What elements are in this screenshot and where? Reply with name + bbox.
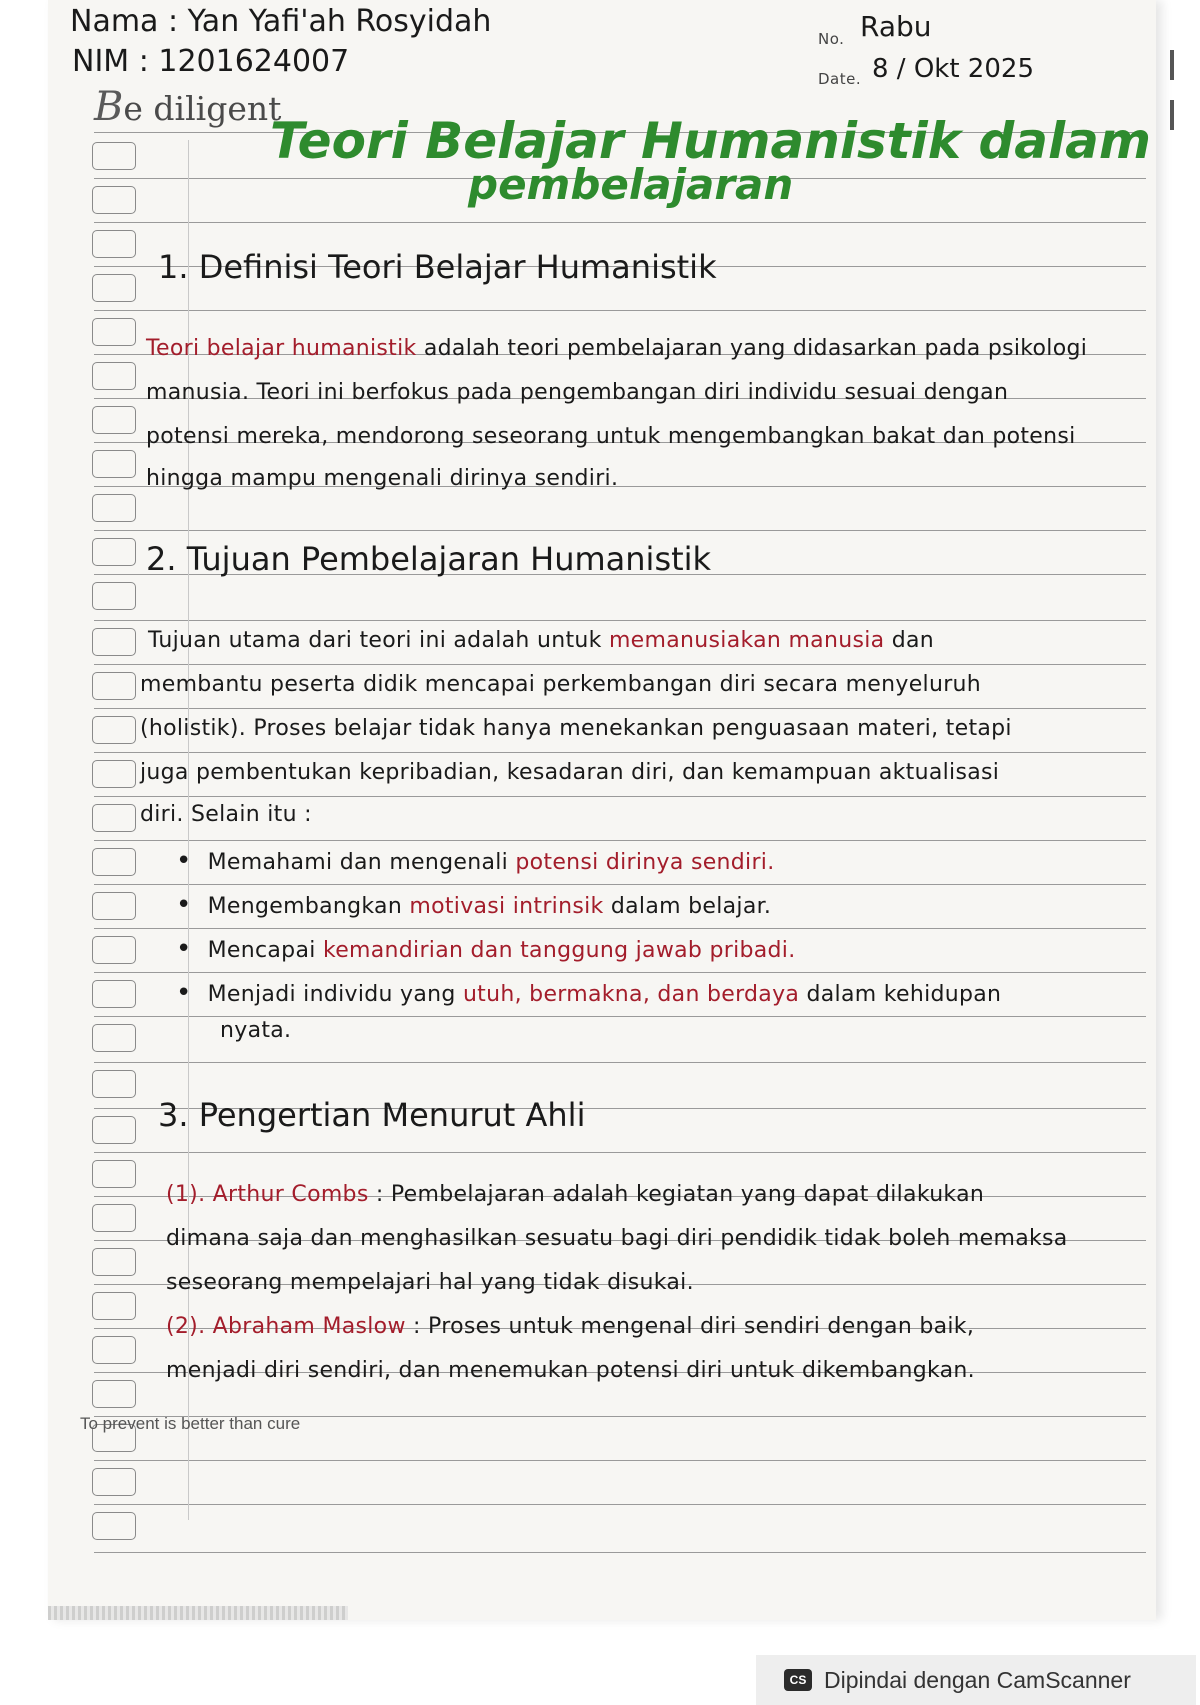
checkbox	[92, 406, 136, 434]
expert-name: Abraham Maslow	[212, 1314, 406, 1339]
checkbox	[92, 186, 136, 214]
expert-number: (2).	[166, 1314, 213, 1339]
checkbox	[92, 672, 136, 700]
checkbox	[92, 628, 136, 656]
s2-line: membantu peserta didik mencapai perkembangan diri secara menyeluruh	[140, 672, 982, 697]
s2-bullet	[176, 890, 771, 920]
s2-line: (holistik). Proses belajar tidak hanya menekankan penguasaan materi, tetapi	[140, 716, 1012, 741]
day-value: Rabu	[860, 10, 932, 43]
checkbox	[92, 318, 136, 346]
s1-line: manusia. Teori ini berfokus pada pengembangan diri individu sesuai dengan	[146, 380, 1009, 405]
s1-line-text: adalah teori pembelajaran yang didasarkan pada psikologi	[416, 336, 1088, 361]
checkbox	[92, 1292, 136, 1320]
s2-bullet	[176, 934, 796, 964]
s3-line-text: : Proses untuk mengenal diri sendiri dengan baik,	[405, 1314, 975, 1339]
page-edge-texture	[48, 1606, 348, 1620]
s2-bullet-continuation: nyata.	[220, 1018, 292, 1043]
brand-initial: B	[94, 84, 124, 130]
checkbox	[92, 716, 136, 744]
bullet-text: dalam belajar.	[603, 894, 772, 919]
checkbox	[92, 936, 136, 964]
date-label: Date.	[818, 70, 862, 88]
checkbox	[92, 142, 136, 170]
ruled-line	[94, 1504, 1146, 1505]
page-title: Teori Belajar Humanistik dalam	[270, 112, 1151, 170]
camscanner-logo-icon: CS	[784, 1669, 812, 1691]
checkbox	[92, 1160, 136, 1188]
adjacent-page-edge	[1170, 40, 1174, 130]
bullet-text: Mencapai	[207, 938, 323, 963]
ruled-line	[94, 752, 1146, 753]
expert-number: (1).	[166, 1182, 213, 1207]
student-nim: NIM : 1201624007	[72, 44, 350, 79]
s3-line	[166, 1314, 974, 1339]
s2-line-text: dan	[884, 628, 934, 653]
ruled-line	[94, 530, 1146, 531]
ruled-line	[94, 1016, 1146, 1017]
s1-line: hingga mampu mengenali dirinya sendiri.	[146, 466, 619, 491]
checkbox	[92, 450, 136, 478]
camscanner-text: Dipindai dengan CamScanner	[824, 1666, 1131, 1693]
ruled-line	[94, 928, 1146, 929]
checkbox	[92, 362, 136, 390]
s3-line: dimana saja dan menghasilkan sesuatu bagi diri pendidik tidak boleh memaksa	[166, 1226, 1068, 1251]
brand-text: e diligent	[123, 89, 282, 128]
s3-line-text: : Pembelajaran adalah kegiatan yang dapat dilakukan	[368, 1182, 985, 1207]
notebook-page	[48, 0, 1156, 1620]
bullet-text: Mengembangkan	[207, 894, 410, 919]
checkbox	[92, 582, 136, 610]
checkbox	[92, 892, 136, 920]
checkbox	[92, 494, 136, 522]
checkbox	[92, 1248, 136, 1276]
ruled-line	[94, 1152, 1146, 1153]
s1-line: potensi mereka, mendorong seseorang untuk mengembangkan bakat dan potensi	[146, 424, 1076, 449]
checkbox	[92, 274, 136, 302]
bullet-highlight: potensi dirinya sendiri.	[515, 850, 775, 875]
checkbox	[92, 1204, 136, 1232]
student-name: Nama : Yan Yafi'ah Rosyidah	[70, 4, 492, 39]
date-value: 8 / Okt 2025	[872, 54, 1034, 84]
checkbox	[92, 848, 136, 876]
ruled-line	[94, 972, 1146, 973]
ruled-line	[94, 664, 1146, 665]
checkbox	[92, 1336, 136, 1364]
bullet-highlight: motivasi intrinsik	[409, 894, 604, 919]
section-3-heading: 3. Pengertian Menurut Ahli	[158, 1096, 586, 1134]
checkbox	[92, 538, 136, 566]
s2-line: juga pembentukan kepribadian, kesadaran diri, dan kemampuan aktualisasi	[140, 760, 1000, 785]
bullet-text: dalam kehidupan	[799, 982, 1002, 1007]
s2-bullet	[176, 978, 1001, 1008]
ruled-line	[94, 1552, 1146, 1553]
s1-highlight: Teori belajar humanistik	[146, 336, 417, 361]
section-2-heading: 2. Tujuan Pembelajaran Humanistik	[146, 540, 712, 578]
s2-highlight: memanusiakan manusia	[608, 628, 885, 653]
bullet-highlight: utuh, bermakna, dan berdaya	[462, 982, 800, 1007]
checkbox	[92, 1070, 136, 1098]
s2-line-text: Tujuan utama dari teori ini adalah untuk	[148, 628, 609, 653]
s3-line	[166, 1182, 984, 1207]
footer-motto: To prevent is better than cure	[80, 1414, 301, 1433]
no-label: No.	[818, 30, 845, 48]
ruled-line	[94, 222, 1146, 223]
checkbox	[92, 760, 136, 788]
ruled-line	[94, 620, 1146, 621]
ruled-line	[94, 796, 1146, 797]
s1-line	[146, 336, 1087, 361]
page-subtitle: pembelajaran	[468, 160, 794, 209]
ruled-line	[94, 840, 1146, 841]
checkbox	[92, 1116, 136, 1144]
s3-line: seseorang mempelajari hal yang tidak disukai.	[166, 1270, 694, 1295]
checkbox	[92, 1512, 136, 1540]
checkbox	[92, 980, 136, 1008]
expert-name: Arthur Combs	[212, 1182, 369, 1207]
ruled-line	[94, 884, 1146, 885]
s2-line: diri. Selain itu :	[140, 802, 312, 827]
s2-bullet	[176, 846, 775, 876]
s3-line: menjadi diri sendiri, dan menemukan potensi diri untuk dikembangkan.	[166, 1358, 975, 1383]
section-1-heading: 1. Definisi Teori Belajar Humanistik	[158, 248, 717, 286]
ruled-line	[94, 310, 1146, 311]
notebook-brand	[94, 84, 281, 130]
ruled-line	[94, 708, 1146, 709]
checkbox	[92, 230, 136, 258]
checkbox	[92, 1024, 136, 1052]
ruled-line	[94, 1062, 1146, 1063]
bullet-text: Menjadi individu yang	[207, 982, 463, 1007]
checkbox	[92, 1380, 136, 1408]
bullet-text: Memahami dan mengenali	[207, 850, 516, 875]
s2-line	[148, 628, 934, 653]
checkbox	[92, 1468, 136, 1496]
checkbox	[92, 804, 136, 832]
ruled-line	[94, 1460, 1146, 1461]
bullet-highlight: kemandirian dan tanggung jawab pribadi.	[322, 938, 796, 963]
